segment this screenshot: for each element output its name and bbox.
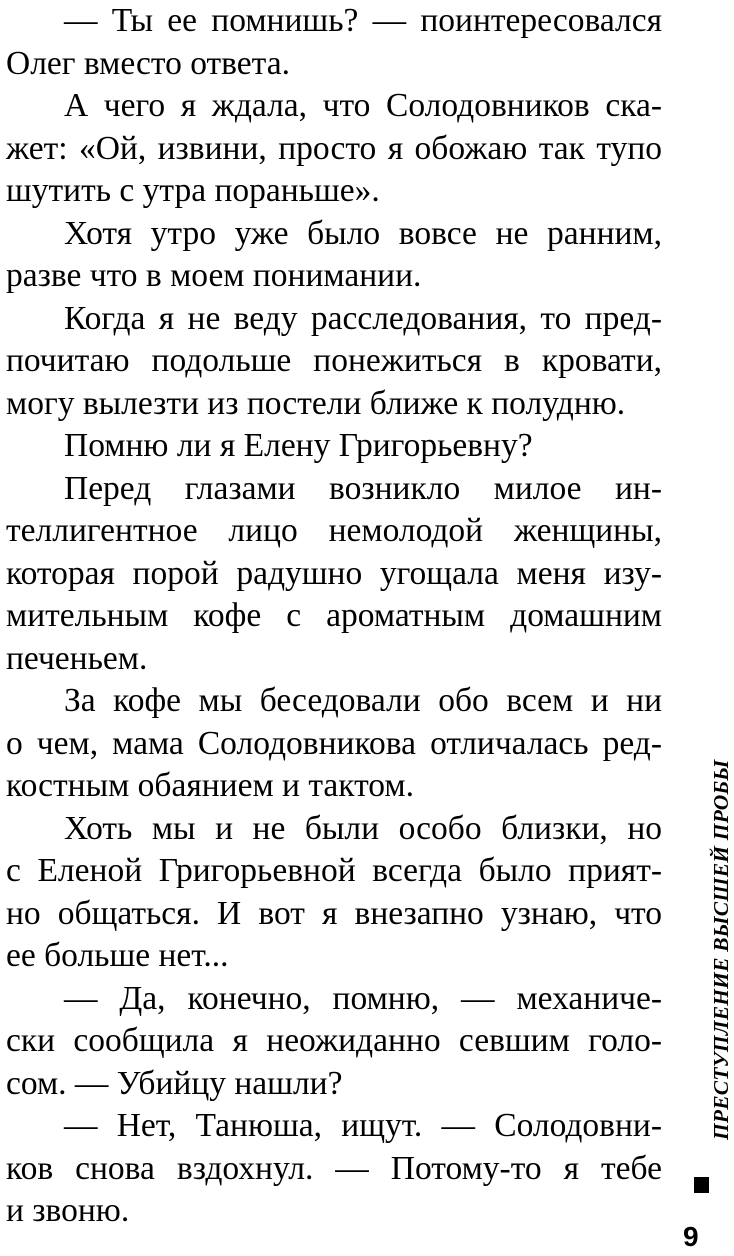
- running-head: ПРЕСТУПЛЕНИЕ ВЫСШЕЙ ПРОБЫ: [709, 759, 733, 1140]
- text-line: — Да, конечно, помню, — механиче-: [64, 979, 662, 1017]
- text-line: Хоть мы и не были особо близки, но: [64, 809, 662, 847]
- text-line: ков снова вздохнул. — Потому-то я тебе: [6, 1149, 662, 1187]
- text-line: печеньем.: [6, 639, 148, 677]
- text-line: но общаться. И вот я внезапно узнаю, что: [6, 894, 662, 932]
- text-line: Когда я не веду расследования, то пред-: [64, 299, 662, 337]
- text-line: которая порой радушно угощала меня изу-: [6, 554, 662, 592]
- text-line: Олег вместо ответа.: [6, 44, 290, 82]
- text-line: Хотя утро уже было вовсе не ранним,: [64, 214, 662, 252]
- text-line: почитаю подольше понежиться в кровати,: [6, 342, 662, 379]
- text-line: теллигентное лицо немолодой женщины,: [6, 512, 662, 549]
- text-line: Перед глазами возникло милое ин-: [64, 469, 662, 507]
- text-line: — Ты ее помнишь? — поинтересовался: [64, 2, 662, 39]
- text-line: А чего я ждала, что Солодовников ска-: [64, 87, 662, 124]
- body-text: [6, 0, 662, 1233]
- text-line: разве что в моем понимании.: [6, 257, 422, 294]
- text-line: шутить с утра пораньше».: [6, 172, 380, 209]
- text-line: сом. — Убийцу нашли?: [6, 1064, 343, 1102]
- text-line: ски сообщила я неожиданно севшим голо-: [6, 1022, 662, 1059]
- text-line: и звоню.: [6, 1192, 130, 1229]
- text-line: могу вылезти из постели ближе к полудню.: [6, 384, 626, 422]
- text-line: костным обаянием и тактом.: [6, 767, 414, 804]
- text-line: о чем, мама Солодовникова отличалась ред-: [6, 724, 662, 762]
- text-line: мительным кофе с ароматным домашним: [6, 597, 662, 634]
- text-line: — Нет, Танюша, ищут. — Солодовни-: [64, 1107, 662, 1144]
- text-line: ее больше нет...: [6, 937, 229, 974]
- text-line: жет: «Ой, извини, просто я обожаю так тупо: [6, 129, 662, 167]
- text-line: Помню ли я Елену Григорьевну?: [64, 427, 533, 464]
- text-line: с Еленой Григорьевной всегда было прият-: [6, 852, 662, 889]
- page-number: 9: [683, 1221, 699, 1252]
- square-bullet-icon: [694, 1177, 709, 1193]
- text-line: За кофе мы беседовали обо всем и ни: [64, 682, 662, 719]
